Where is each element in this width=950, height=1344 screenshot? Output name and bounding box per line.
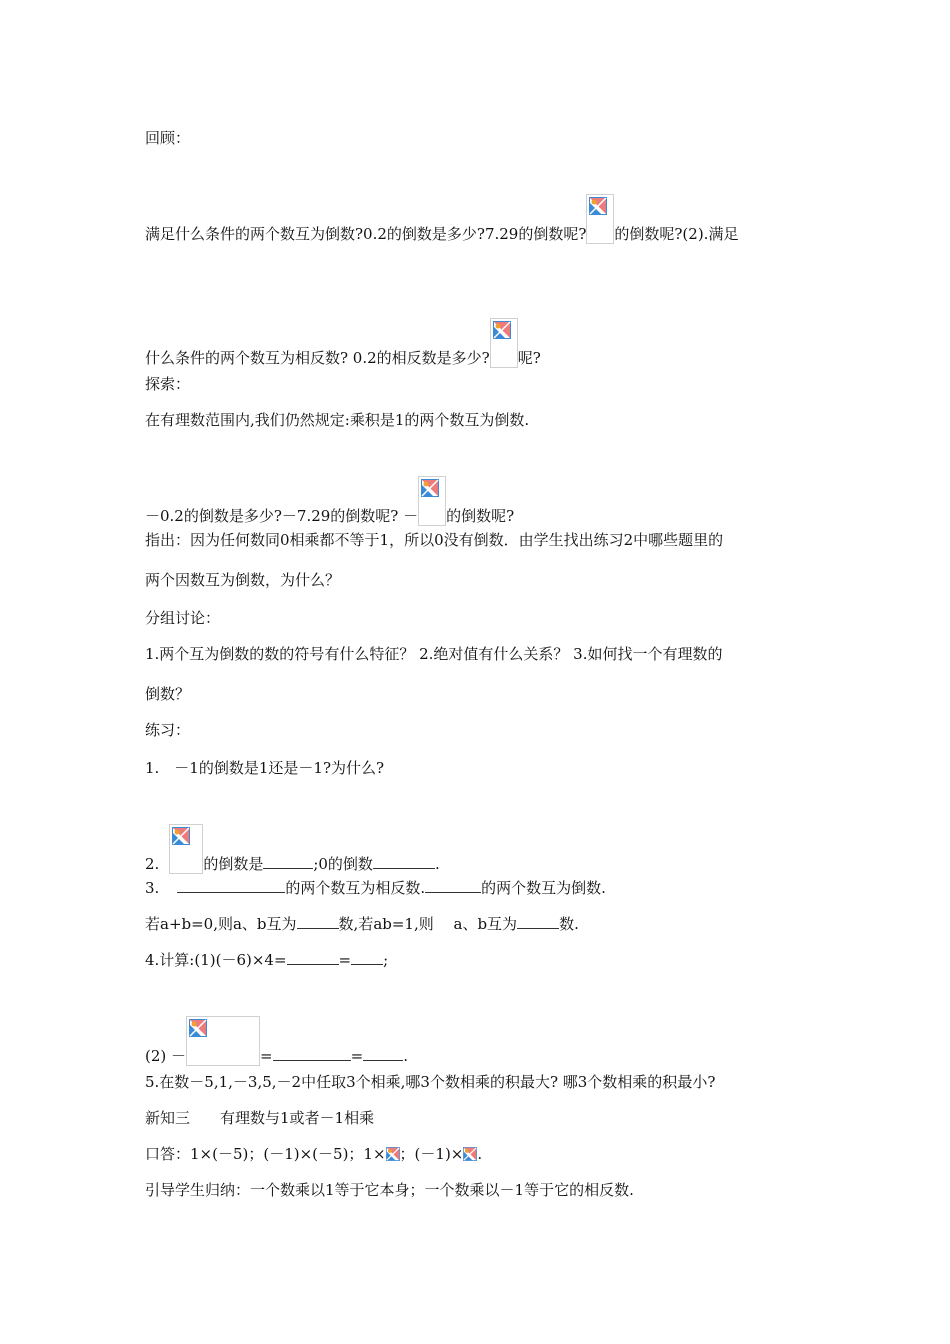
practice-item-4 — [145, 950, 388, 970]
paragraph-point-out: 指出：因为任何数同0相乘都不等于1，所以0没有倒数．由学生找出练习2中哪些题里的 — [145, 531, 724, 549]
text-segment: . — [403, 1047, 408, 1065]
image-placeholder-icon — [421, 479, 439, 497]
image-placeholder-icon — [386, 1147, 400, 1161]
fraction-image — [418, 476, 446, 526]
text-segment: . — [477, 1145, 483, 1163]
answer-blank[interactable] — [177, 878, 285, 893]
text-segment: (2) － — [145, 1047, 187, 1065]
paragraph-opposite-question — [145, 318, 541, 368]
text-segment: . — [434, 855, 440, 873]
paragraph-summary: 引导学生归纳：一个数乘以1等于它本身；一个数乘以－1等于它的相反数. — [145, 1181, 634, 1199]
image-placeholder-icon — [172, 827, 190, 845]
answer-blank[interactable] — [263, 854, 313, 869]
text-segment: ；(－1)× — [399, 1145, 464, 1163]
answer-blank[interactable] — [517, 914, 559, 929]
text-segment: 口答：1×(－5)；(－1)×(－5)；1× — [145, 1145, 386, 1163]
text-segment: ;0的倒数 — [313, 855, 373, 873]
text-segment: 的倒数是 — [203, 855, 264, 873]
paragraph-discussion-cont: 倒数？ — [145, 685, 191, 703]
fraction-image — [586, 194, 614, 244]
text-segment: 的两个数互为倒数. — [481, 879, 606, 897]
paragraph-definition: 在有理数范围内,我们仍然规定:乘积是1的两个数互为倒数. — [145, 411, 530, 429]
practice-item-3-cont — [145, 914, 579, 934]
practice-item-1: 1. －1的倒数是1还是－1?为什么? — [145, 759, 385, 777]
paragraph-reciprocal-question — [145, 194, 738, 244]
paragraph-discussion-questions: 1.两个互为倒数的数的符号有什么特征？ 2.绝对值有什么关系？ 3.如何找一个有理数的 — [145, 645, 723, 663]
heading-review: 回顾： — [145, 129, 191, 147]
text-segment: 的倒数呢?(2).满足 — [614, 225, 739, 243]
paragraph-point-out-cont: 两个因数互为倒数，为什么？ — [145, 571, 341, 589]
answer-blank[interactable] — [287, 950, 339, 965]
answer-blank[interactable] — [297, 914, 339, 929]
text-segment: －0.2的倒数是多少?－7.29的倒数呢? － — [145, 507, 419, 525]
text-segment: 数,若ab=1,则 a、b互为 — [338, 915, 518, 933]
answer-blank[interactable] — [273, 1046, 351, 1061]
answer-blank[interactable] — [373, 854, 435, 869]
heading-practice: 练习： — [145, 721, 191, 739]
heading-group-discussion: 分组讨论： — [145, 609, 221, 627]
image-placeholder-icon — [493, 321, 511, 339]
heading-new-knowledge-3: 新知三 有理数与1或者－1相乘 — [145, 1109, 375, 1127]
text-segment: 的倒数呢? — [446, 507, 515, 525]
image-placeholder-icon — [589, 197, 607, 215]
text-segment: = — [350, 1047, 364, 1065]
item-number: 3. — [145, 879, 160, 897]
paragraph-oral-answer — [145, 1144, 482, 1164]
fraction-image — [186, 1016, 260, 1066]
practice-item-2 — [145, 824, 440, 874]
paragraph-negative-reciprocal — [145, 476, 514, 526]
text-segment: 什么条件的两个数互为相反数? 0.2的相反数是多少? — [145, 349, 490, 367]
image-placeholder-icon — [463, 1147, 477, 1161]
answer-blank[interactable] — [351, 950, 383, 965]
text-segment: 满足什么条件的两个数互为倒数?0.2的倒数是多少?7.29的倒数呢? — [145, 225, 587, 243]
answer-blank[interactable] — [363, 1046, 403, 1061]
item-number: 2. — [145, 855, 160, 873]
fraction-image — [169, 824, 203, 874]
text-segment: = — [260, 1047, 273, 1065]
practice-item-5: 5.在数－5,1,－3,5,－2中任取3个相乘,哪3个数相乘的积最大? 哪3个数相乘的积最小? — [145, 1073, 716, 1091]
heading-explore: 探索： — [145, 375, 191, 393]
text-segment: ; — [383, 951, 389, 969]
text-segment: 呢? — [517, 349, 541, 367]
text-segment: 数. — [559, 915, 579, 933]
text-segment: = — [338, 951, 352, 969]
practice-item-3 — [145, 878, 606, 898]
answer-blank[interactable] — [425, 878, 481, 893]
text-segment: 4.计算:(1)(－6)×4= — [145, 951, 287, 969]
text-segment: 的两个数互为相反数. — [285, 879, 426, 897]
fraction-image — [490, 318, 518, 368]
text-segment: 若a+b=0,则a、b互为 — [145, 915, 297, 933]
image-placeholder-icon — [189, 1019, 207, 1037]
practice-item-4-part-2 — [145, 1016, 408, 1066]
